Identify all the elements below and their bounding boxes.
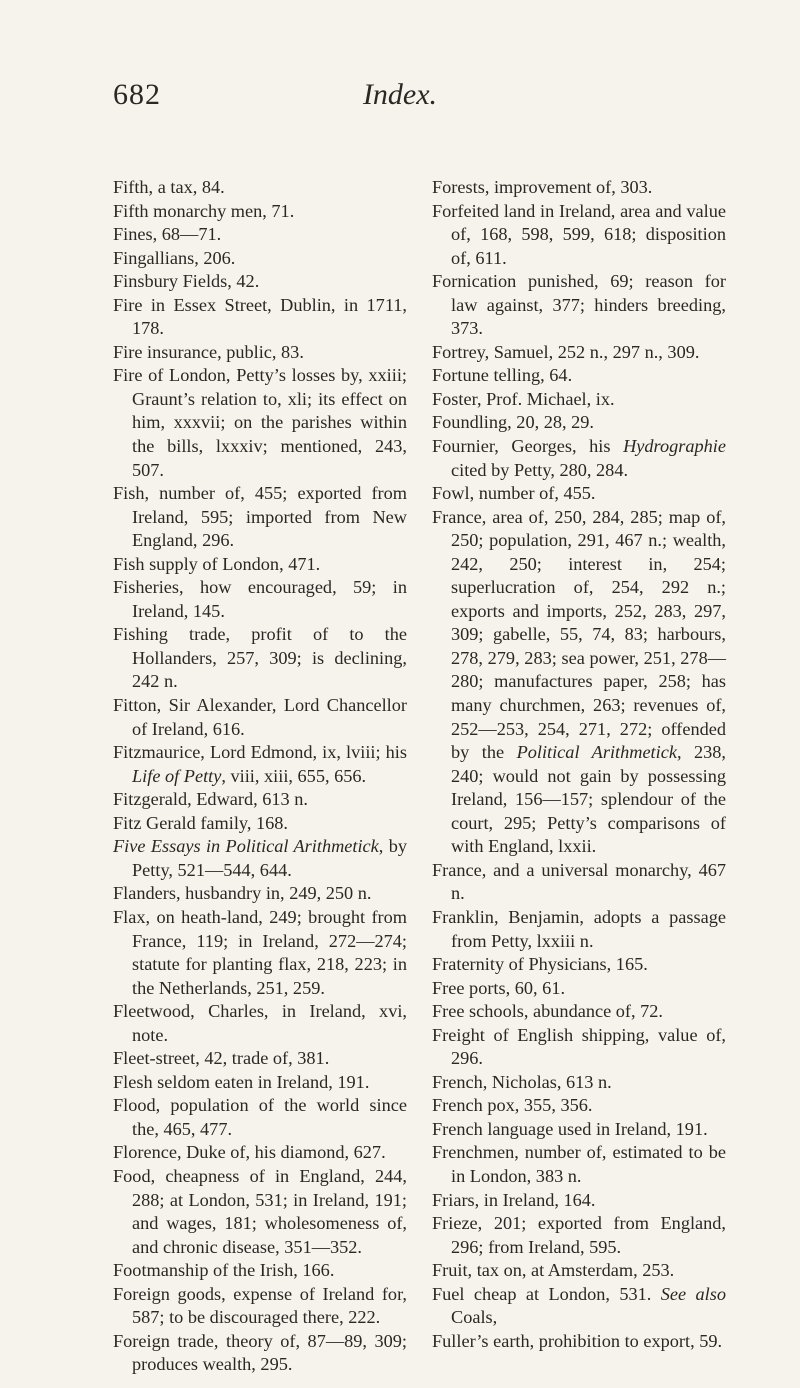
index-entry: Fifth monarchy men, 71. [113, 200, 295, 221]
index-entry: Fortrey, Samuel, 252 n., 297 n., 309. [432, 341, 700, 362]
index-column-right [432, 176, 726, 1353]
index-entry: Food, cheapness of in England, 244, 288; at London, 531; in Ireland, 191; and wages, 181; wholesomeness of, and chronic disease, 351—352. [113, 1165, 407, 1257]
index-entry: Foster, Prof. Michael, ix. [432, 388, 615, 409]
index-entry: Flax, on heath-land, 249; brought from France, 119; in Ireland, 272—274; statute for planting flax, 218, 223; in the Netherlands, 251, 259. [113, 906, 407, 998]
index-entry: Fisheries, how encouraged, 59; in Ireland, 145. [113, 577, 407, 621]
index-entry: Fingallians, 206. [113, 247, 236, 268]
index-entry: Fraternity of Physicians, 165. [432, 954, 648, 975]
index-entry: French, Nicholas, 613 n. [432, 1071, 612, 1092]
index-entry: Fitzmaurice, Lord Edmond, ix, lviii; his Life of Petty, viii, xiii, 655, 656. [113, 742, 407, 786]
index-entry: Fitz Gerald family, 168. [113, 812, 288, 833]
index-entry: Fire of London, Petty’s losses by, xxiii; Graunt’s relation to, xli; its effect on him, xxxvii; on the parishes within the bills, lxxxiv; mentioned, 243, 507. [113, 365, 407, 480]
index-entry: Foreign goods, expense of Ireland for, 587; to be discouraged there, 222. [113, 1283, 407, 1328]
index-entry: Fire insurance, public, 83. [113, 341, 304, 362]
index-entry: Fleetwood, Charles, in Ireland, xvi, note. [113, 1001, 407, 1045]
index-entry: Friars, in Ireland, 164. [432, 1189, 596, 1210]
index-entry: Frenchmen, number of, estimated to be in London, 383 n. [432, 1142, 726, 1186]
index-entry: Fuel cheap at London, 531. See also Coals, [432, 1283, 726, 1328]
index-entry: Finsbury Fields, 42. [113, 271, 260, 292]
index-entry: Free schools, abundance of, 72. [432, 1001, 663, 1022]
index-entry: Flanders, husbandry in, 249, 250 n. [113, 883, 372, 904]
index-entry: Fish, number of, 455; exported from Ireland, 595; imported from New England, 296. [113, 483, 407, 551]
index-entry: Flesh seldom eaten in Ireland, 191. [113, 1071, 370, 1092]
index-entry: France, area of, 250, 284, 285; map of, 250; population, 291, 467 n.; wealth, 242, 250; interest in, 254; superlucration of, 254, 292 n.; exports and imports, 252, 283, 297, 309; gabelle, 55, 74, 83; harbours, 278, 279, 283; sea power, 251, 278—280; manufactures paper, 258; has many churchmen, 263; revenues of, 252—253, 254, 271, 272; offended by the Political Arithmetick, 238, 240; would not gain by possessing Ireland, 156—157; splendour of the court, 295; Petty’s comparisons of with England, lxxii. [432, 506, 726, 857]
index-entry: Fire in Essex Street, Dublin, in 1711, 178. [113, 294, 407, 339]
index-entry: Flood, population of the world since the, 465, 477. [113, 1095, 407, 1139]
index-entry: Fornication punished, 69; reason for law against, 377; hinders breeding, 373. [432, 271, 726, 339]
index-entry: Footmanship of the Irish, 166. [113, 1260, 335, 1281]
index-entry: Fournier, Georges, his Hydrographie cited by Petty, 280, 284. [432, 436, 726, 480]
index-entry: Foreign trade, theory of, 87—89, 309; produces wealth, 295. [113, 1330, 407, 1375]
index-entry: Fitton, Sir Alexander, Lord Chancellor of Ireland, 616. [113, 695, 407, 739]
page-number: 682 [113, 78, 161, 111]
index-entry: Fuller’s earth, prohibition to export, 59. [432, 1330, 723, 1351]
index-entry: Fishing trade, profit of to the Hollanders, 257, 309; is declining, 242 n. [113, 624, 407, 692]
index-entry: Foundling, 20, 28, 29. [432, 412, 595, 433]
index-entry: Fines, 68—71. [113, 224, 222, 245]
index-entry: Florence, Duke of, his diamond, 627. [113, 1142, 386, 1163]
index-entry: Forfeited land in Ireland, area and value of, 168, 598, 599, 618; disposition of, 611. [432, 200, 726, 268]
index-entry: Freight of English shipping, value of, 296. [432, 1024, 726, 1069]
index-entry: Fitzgerald, Edward, 613 n. [113, 789, 308, 810]
index-entry: Five Essays in Political Arithmetick, by Petty, 521—544, 644. [113, 836, 408, 880]
index-entry: Franklin, Benjamin, adopts a passage from Petty, lxxiii n. [432, 906, 726, 951]
index-entry: French language used in Ireland, 191. [432, 1118, 708, 1139]
index-entry: Fortune telling, 64. [432, 365, 573, 386]
index-entry: Fruit, tax on, at Amsterdam, 253. [432, 1260, 675, 1281]
index-entry: Fish supply of London, 471. [113, 553, 321, 574]
index-entry: Forests, improvement of, 303. [432, 177, 653, 197]
index-entry: France, and a universal monarchy, 467 n. [432, 859, 726, 904]
running-head: Index. [362, 78, 438, 111]
index-entry: Free ports, 60, 61. [432, 977, 566, 998]
index-entry: Fifth, a tax, 84. [113, 177, 225, 197]
index-entry: Fowl, number of, 455. [432, 483, 596, 504]
index-column-left [113, 176, 407, 1377]
index-entry: Fleet-street, 42, trade of, 381. [113, 1048, 330, 1069]
index-entry: French pox, 355, 356. [432, 1095, 593, 1116]
index-entry: Frieze, 201; exported from England, 296; from Ireland, 595. [432, 1213, 726, 1257]
